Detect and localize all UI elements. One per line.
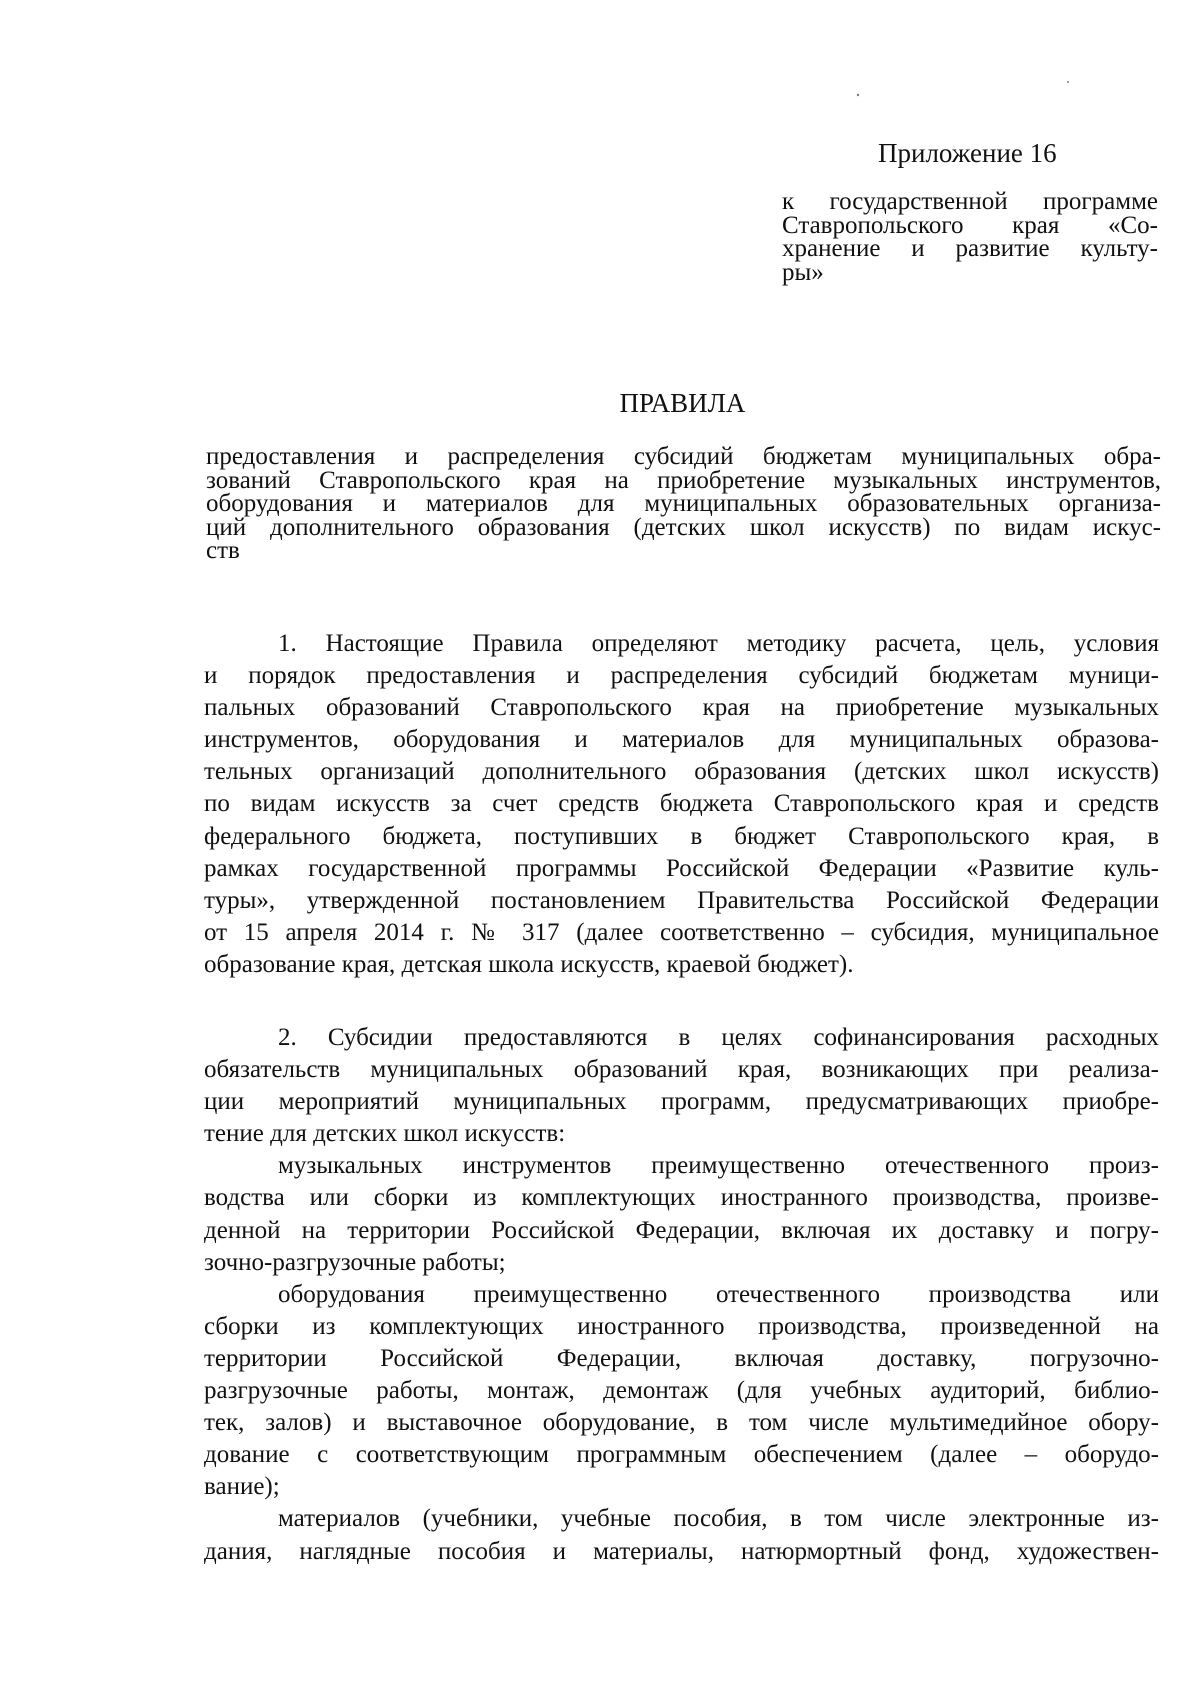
paragraph-line: инструментов, оборудования и материалов для муниципальных образова- (204, 726, 1159, 754)
appendix-line: ры» (782, 258, 824, 286)
appendix-line: к государственной программе (782, 188, 1158, 215)
paragraph-line: оборудования преимущественно отечественного производства или (278, 1280, 1159, 1308)
paragraph-line: денной на территории Российской Федерации, включая их доставку и погру- (204, 1216, 1159, 1244)
appendix-line: Ставропольского края «Со- (782, 211, 1158, 239)
paragraph-line: туры», утвержденной постановлением Правительства Российской Федерации (204, 886, 1159, 914)
appendix-title: Приложение 16 (878, 138, 1057, 168)
paragraph-line: тек, залов) и выставочное оборудование, в том числе мультимедийное обору- (204, 1409, 1159, 1437)
paragraph-line: от 15 апреля 2014 г. № 317 (далее соответственно – субсидия, муниципальное (204, 918, 1159, 946)
paragraph-line: ции мероприятий муниципальных программ, предусматривающих приобре- (204, 1088, 1159, 1116)
paragraph-line: тельных организаций дополнительного образования (детских школ искусств) (204, 758, 1159, 786)
paragraph-line: водства или сборки из комплектующих иностранного производства, произве- (204, 1184, 1159, 1212)
subtitle-line: предоставления и распределения субсидий бюджетам муниципальных обра- (206, 443, 1161, 470)
paragraph-line: 1. Настоящие Правила определяют методику расчета, цель, условия (278, 630, 1159, 657)
subtitle-line: зований Ставропольского края на приобретение музыкальных инструментов, (206, 466, 1161, 494)
scan-speck (857, 94, 859, 96)
paragraph-line: 2. Субсидии предоставляются в целях софинансирования расходных (278, 1024, 1159, 1051)
paragraph-line: тение для детских школ искусств: (204, 1120, 566, 1148)
paragraph-line: образование края, детская школа искусств, краевой бюджет). (204, 950, 854, 978)
document-heading: ПРАВИЛА (619, 388, 746, 418)
subtitle-line: ств (206, 537, 240, 564)
paragraph-line: сборки из комплектующих иностранного производства, произведенной на (204, 1312, 1159, 1340)
paragraph-line: дование с соответствующим программным обеспечением (далее – оборудо- (204, 1441, 1159, 1469)
subtitle-line: ций дополнительного образования (детских школ искусств) по видам искус- (206, 513, 1161, 541)
appendix-line: хранение и развитие культу- (782, 235, 1158, 262)
paragraph-line: и порядок предоставления и распределения субсидий бюджетам муници- (204, 662, 1159, 690)
paragraph-line: территории Российской Федерации, включая доставку, погрузочно- (204, 1344, 1159, 1372)
paragraph-line: разгрузочные работы, монтаж, демонтаж (для учебных аудиторий, библио- (204, 1377, 1159, 1405)
paragraph-line: федерального бюджета, поступивших в бюджет Ставропольского края, в (204, 822, 1159, 850)
scan-speck (1067, 81, 1069, 83)
paragraph-line: музыкальных инструментов преимущественно отечественного произ- (278, 1152, 1159, 1180)
paragraph-line: материалов (учебники, учебные пособия, в том числе электронные из- (278, 1505, 1159, 1533)
paragraph-line: вание); (204, 1473, 280, 1501)
paragraph-line: рамках государственной программы Российской Федерации «Развитие куль- (204, 854, 1159, 882)
subtitle-line: оборудования и материалов для муниципальных образовательных организа- (206, 490, 1161, 517)
paragraph-line: зочно-разгрузочные работы; (204, 1248, 506, 1276)
paragraph-line: пальных образований Ставропольского края на приобретение музыкальных (204, 694, 1159, 722)
paragraph-line: дания, наглядные пособия и материалы, натюрмортный фонд, художествен- (204, 1537, 1159, 1565)
paragraph-line: обязательств муниципальных образований края, возникающих при реализа- (204, 1056, 1159, 1084)
paragraph-line: по видам искусств за счет средств бюджета Ставропольского края и средств (204, 790, 1159, 818)
